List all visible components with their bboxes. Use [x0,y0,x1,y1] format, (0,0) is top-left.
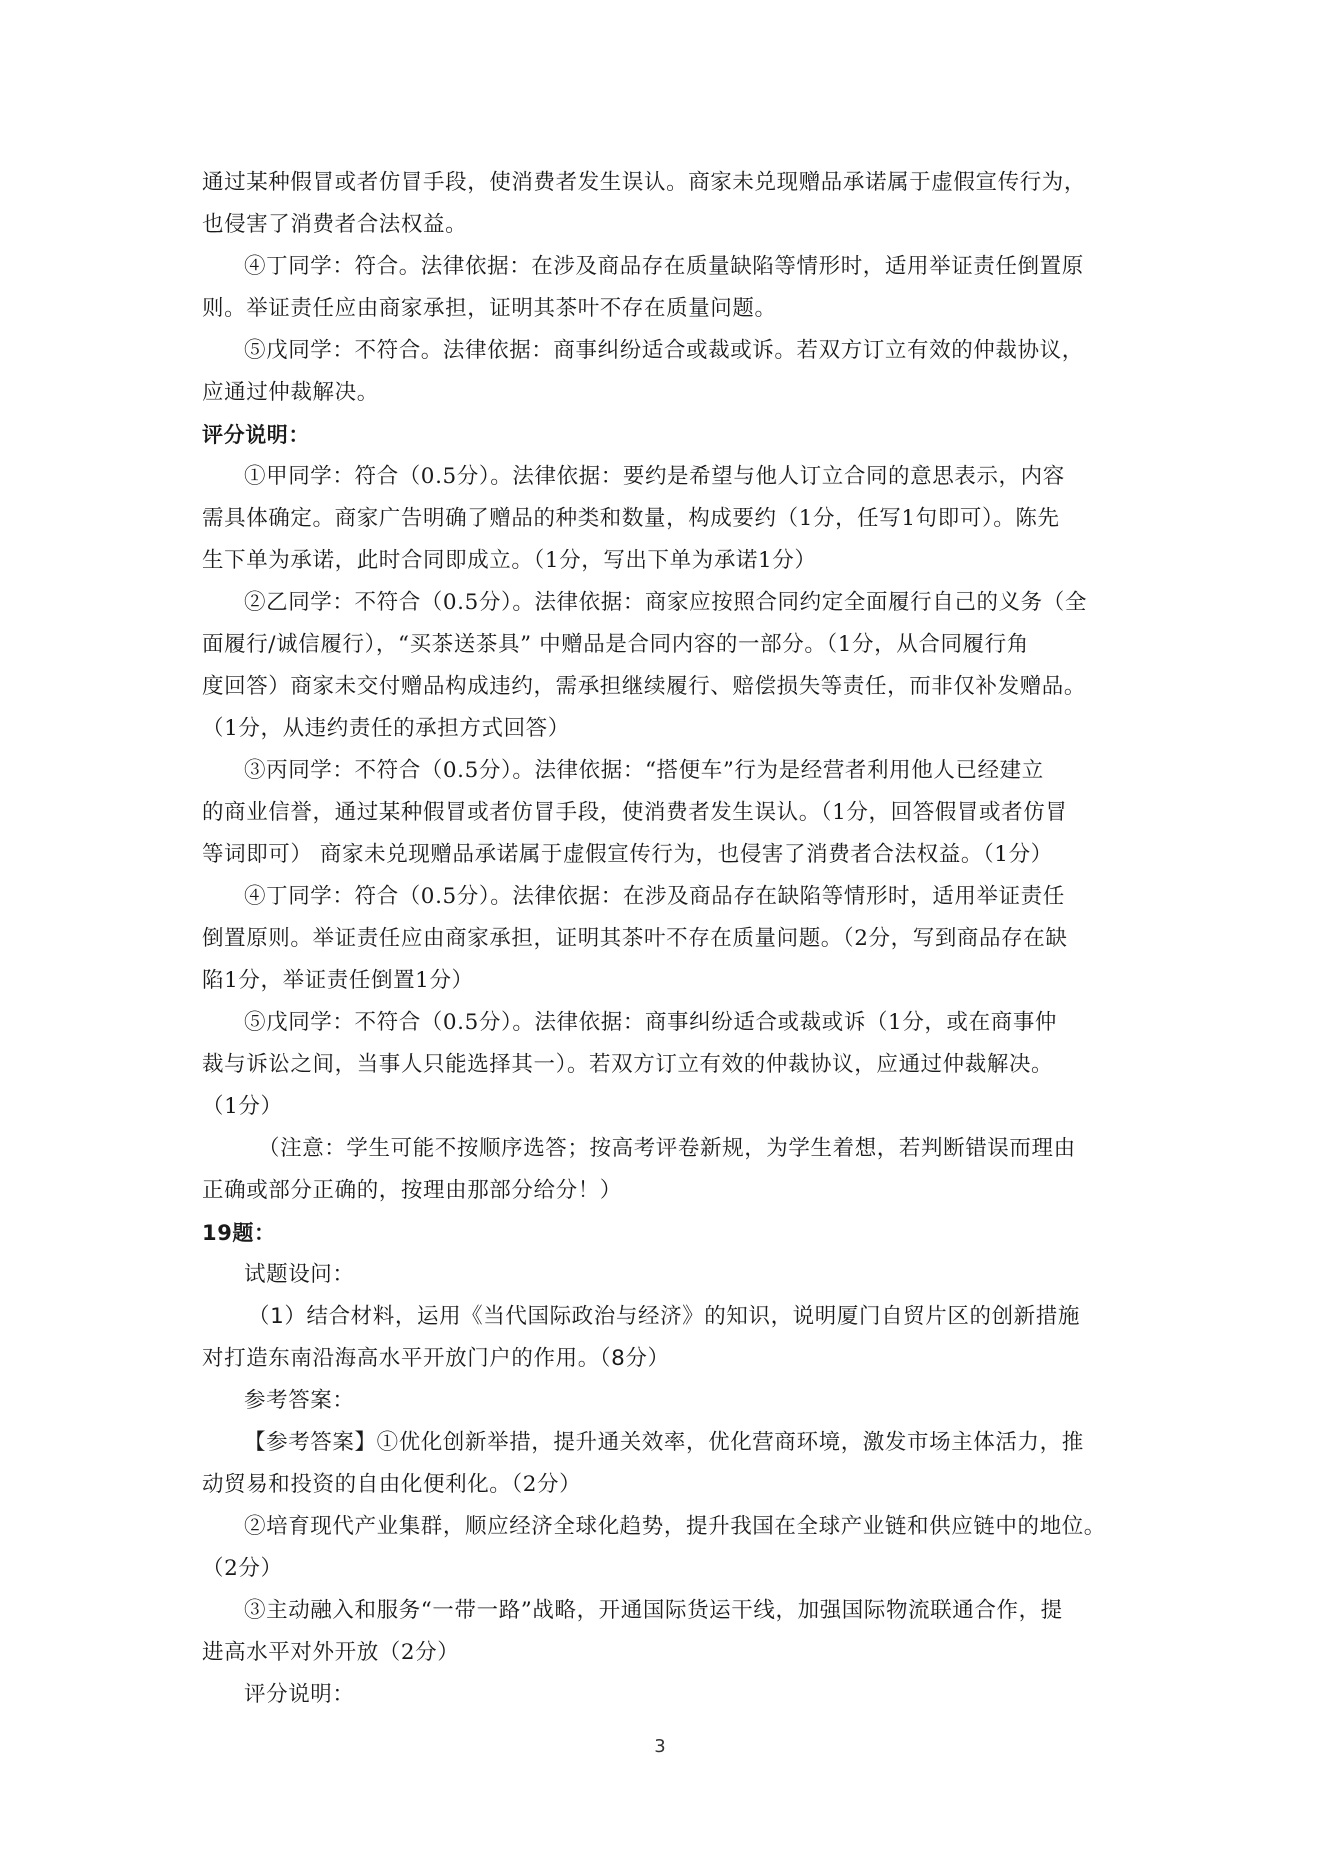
subheading-question: 试题设问： [244,1262,355,1287]
text-line: 需具体确定。商家广告明确了赠品的种类和数量，构成要约（1分，任写1句即可）。陈先 [202,506,1060,531]
text-line: ③丙同学：不符合（0.5分）。法律依据：“搭便车”行为是经营者利用他人已经建立 [244,758,1044,783]
document-body [202,162,1122,1716]
page-number: 3 [654,1736,666,1757]
text-line: 等词即可） 商家未兑现赠品承诺属于虚假宣传行为，也侵害了消费者合法权益。（1分） [202,842,1053,867]
subheading-answer: 参考答案： [244,1388,355,1413]
text-line: 面履行/诚信履行），“买茶送茶具” 中赠品是合同内容的一部分。（1分，从合同履行角 [202,632,1029,657]
text-line: 的商业信誉，通过某种假冒或者仿冒手段，使消费者发生误认。（1分，回答假冒或者仿冒 [202,800,1068,825]
question-number-heading: 19题： [202,1221,276,1245]
question-text: （1）结合材料，运用《当代国际政治与经济》的知识，说明厦门自贸片区的创新措施 [248,1304,1080,1329]
text-line: ④丁同学：符合。法律依据：在涉及商品存在质量缺陷等情形时，适用举证责任倒置原 [244,254,1084,279]
text-line: 则。举证责任应由商家承担，证明其茶叶不存在质量问题。 [202,296,777,321]
answer-line: ③主动融入和服务“一带一路”战略，开通国际货运干线，加强国际物流联通合作，提 [244,1598,1063,1623]
note-line: 正确或部分正确的，按理由那部分给分！） [202,1178,622,1203]
text-line: ①甲同学：符合（0.5分）。法律依据：要约是希望与他人订立合同的意思表示，内容 [244,464,1065,489]
answer-line: 进高水平对外开放（2分） [202,1640,460,1665]
text-line: 应通过仲裁解决。 [202,380,379,405]
answer-line: 【参考答案】①优化创新举措，提升通关效率，优化营商环境，激发市场主体活力，推 [244,1430,1084,1455]
text-line: （1分，从违约责任的承担方式回答） [202,716,570,741]
note-line: （注意：学生可能不按顺序选答；按高考评卷新规，为学生着想，若判断错误而理由 [258,1136,1076,1161]
text-line: 度回答）商家未交付赠品构成违约，需承担继续履行、赔偿损失等责任，而非仅补发赠品。 [202,674,1087,699]
text-line: ②乙同学：不符合（0.5分）。法律依据：商家应按照合同约定全面履行自己的义务（全 [244,590,1087,615]
answer-line: 动贸易和投资的自由化便利化。（2分） [202,1472,582,1497]
answer-line: ②培育现代产业集群，顺应经济全球化趋势，提升我国在全球产业链和供应链中的地位。 [244,1514,1106,1539]
text-line: ⑤戊同学：不符合（0.5分）。法律依据：商事纠纷适合或裁或诉（1分，或在商事仲 [244,1010,1058,1035]
text-line: 也侵害了消费者合法权益。 [202,212,468,237]
text-line: 通过某种假冒或者仿冒手段，使消费者发生误认。商家未兑现赠品承诺属于虚假宣传行为， [202,170,1087,195]
text-line: 陷1分，举证责任倒置1分） [202,968,474,993]
answer-line: （2分） [202,1556,283,1581]
text-line: ⑤戊同学：不符合。法律依据：商事纠纷适合或裁或诉。若双方订立有效的仲裁协议， [244,338,1084,363]
text-line: 倒置原则。举证责任应由商家承担，证明其茶叶不存在质量问题。（2分，写到商品存在缺 [202,926,1068,951]
question-text: 对打造东南沿海高水平开放门户的作用。（8分） [202,1346,670,1371]
subheading-scoring: 评分说明： [244,1682,355,1707]
text-line: 生下单为承诺，此时合同即成立。（1分，写出下单为承诺1分） [202,548,817,573]
section-heading: 评分说明： [202,423,310,447]
text-line: 裁与诉讼之间，当事人只能选择其一）。若双方订立有效的仲裁协议，应通过仲裁解决。 [202,1052,1054,1077]
text-line: ④丁同学：符合（0.5分）。法律依据：在涉及商品存在缺陷等情形时，适用举证责任 [244,884,1065,909]
text-line: （1分） [202,1094,283,1119]
